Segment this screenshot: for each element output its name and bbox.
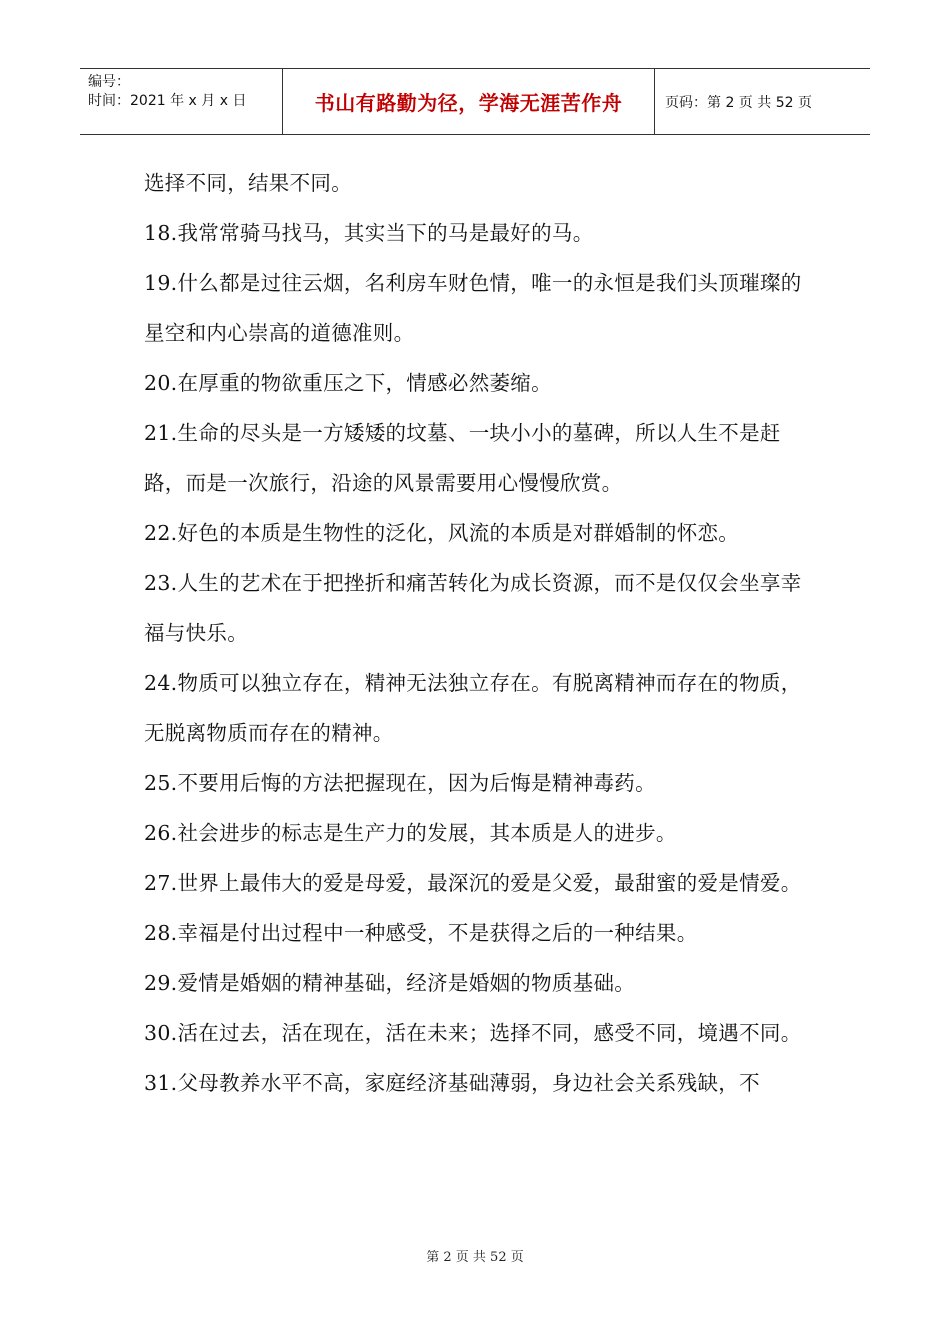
paragraph: 20.在厚重的物欲重压之下，情感必然萎缩。 bbox=[144, 371, 552, 395]
paragraph: 22.好色的本质是生物性的泛化，风流的本质是对群婚制的怀恋。 bbox=[144, 521, 740, 545]
document-date-label: 时间：2021 年 x 月 x 日 bbox=[88, 93, 247, 109]
header-motto: 书山有路勤为径，学海无涯苦作舟 bbox=[283, 69, 655, 134]
paragraph: 24.物质可以独立存在，精神无法独立存在。有脱离精神而存在的物质，无脱离物质而存在的精神。 bbox=[144, 671, 802, 745]
page-header bbox=[80, 68, 870, 135]
paragraph: 19.什么都是过往云烟，名利房车财色情，唯一的永恒是我们头顶璀璨的星空和内心崇高的道德准则。 bbox=[144, 271, 802, 345]
paragraph: 选择不同，结果不同。 bbox=[144, 171, 352, 195]
paragraph: 28.幸福是付出过程中一种感受，不是获得之后的一种结果。 bbox=[144, 921, 698, 945]
page-footer: 第 2 页 共 52 页 bbox=[426, 1250, 524, 1265]
header-page-info: 页码：第 2 页 共 52 页 bbox=[665, 94, 812, 111]
paragraph: 26.社会进步的标志是生产力的发展，其本质是人的进步。 bbox=[144, 821, 677, 845]
paragraph: 31.父母教养水平不高，家庭经济基础薄弱，身边社会关系残缺，不 bbox=[144, 1071, 760, 1095]
paragraph: 23.人生的艺术在于把挫折和痛苦转化为成长资源，而不是仅仅会坐享幸福与快乐。 bbox=[144, 571, 802, 645]
paragraph: 29.爱情是婚姻的精神基础，经济是婚姻的物质基础。 bbox=[144, 971, 636, 995]
paragraph: 25.不要用后悔的方法把握现在，因为后悔是精神毒药。 bbox=[144, 771, 656, 795]
header-meta bbox=[80, 69, 283, 134]
paragraph: 30.活在过去，活在现在，活在未来；选择不同，感受不同，境遇不同。 bbox=[144, 1021, 802, 1045]
body-text bbox=[144, 158, 814, 1108]
paragraph: 21.生命的尽头是一方矮矮的坟墓、一块小小的墓碑，所以人生不是赶路，而是一次旅行，沿途的风景需要用心慢慢欣赏。 bbox=[144, 421, 781, 495]
document-number-label: 编号： bbox=[88, 74, 130, 90]
paragraph: 27.世界上最伟大的爱是母爱，最深沉的爱是父爱，最甜蜜的爱是情爱。 bbox=[144, 871, 802, 895]
paragraph: 18.我常常骑马找马，其实当下的马是最好的马。 bbox=[144, 221, 594, 245]
